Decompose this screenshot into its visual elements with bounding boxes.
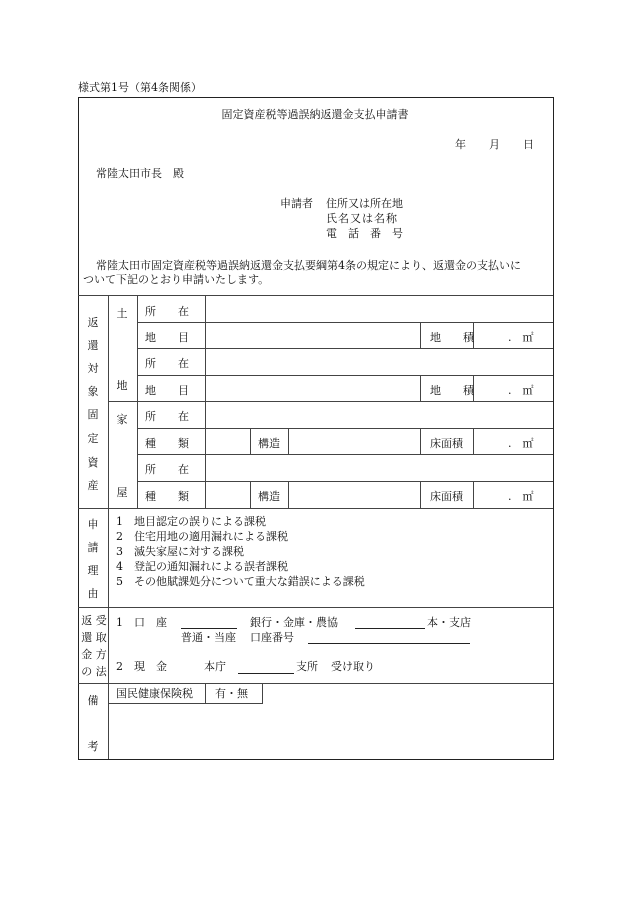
land-area-value[interactable]: . ㎡ xyxy=(508,384,534,397)
reasons-section-char: 理 xyxy=(87,564,99,577)
date-month-label: 月 xyxy=(489,138,500,151)
house-floor-area-label: 床面積 xyxy=(430,437,463,450)
assets-section-char: 資 xyxy=(87,456,99,469)
divider xyxy=(420,375,421,401)
payment-section-line: 金 方 xyxy=(81,648,107,661)
applicant-label: 申請者 xyxy=(280,197,313,210)
divider xyxy=(137,428,553,429)
remarks-section-char: 備 xyxy=(87,694,99,707)
form-number: 様式第1号（第4条関係） xyxy=(78,81,202,94)
branch-office-label: 支所 xyxy=(296,660,318,673)
house-char: 屋 xyxy=(116,486,128,499)
land-area-value[interactable]: . ㎡ xyxy=(508,331,534,344)
assets-section-char: 固 xyxy=(87,408,99,421)
divider xyxy=(108,508,109,607)
assets-section-char: 象 xyxy=(87,385,99,398)
payment-section-line: 返 受 xyxy=(81,614,107,627)
reason-item[interactable]: 1 地目認定の誤りによる課税 xyxy=(116,515,266,528)
reason-item[interactable]: 2 住宅用地の適用漏れによる課税 xyxy=(116,530,288,543)
assets-section-char: 還 xyxy=(87,339,99,352)
land-area-label: 地 積 xyxy=(430,331,474,344)
bank-name-blank[interactable] xyxy=(181,628,237,629)
applicant-phone-label: 電 話 番 号 xyxy=(326,227,403,240)
reasons-section-char: 由 xyxy=(87,587,99,600)
house-location-label: 所 在 xyxy=(145,410,189,423)
account-number-blank[interactable] xyxy=(308,643,470,644)
payment-section-line: の 法 xyxy=(81,665,107,678)
house-type-label: 種 類 xyxy=(145,437,189,450)
land-category-label: 地 目 xyxy=(145,331,189,344)
account-types-label: 普通・当座 xyxy=(181,631,236,644)
remarks-section-char: 考 xyxy=(87,740,99,753)
house-floor-area-value[interactable]: . ㎡ xyxy=(508,490,534,503)
divider xyxy=(137,375,553,376)
divider xyxy=(108,401,553,402)
applicant-name-label: 氏名又は名称 xyxy=(326,212,398,225)
nhi-tax-yes-no[interactable]: 有・無 xyxy=(215,687,248,700)
divider xyxy=(473,481,474,508)
divider xyxy=(78,607,553,608)
branch-office-blank[interactable] xyxy=(238,673,294,674)
statement-line-1: 常陸太田市固定資産税等過誤納返還金支払要綱第4条の規定により、返還金の支払いに xyxy=(96,259,521,272)
payment-section-line: 還 取 xyxy=(81,631,107,644)
house-structure-label: 構造 xyxy=(258,490,280,503)
nhi-tax-label: 国民健康保険税 xyxy=(116,687,193,700)
divider xyxy=(473,428,474,454)
divider xyxy=(420,481,421,508)
addressee: 常陸太田市長 殿 xyxy=(96,167,184,180)
receipt-label: 受け取り xyxy=(331,660,375,673)
house-type-label: 種 類 xyxy=(145,490,189,503)
divider xyxy=(288,481,289,508)
land-char: 土 xyxy=(116,307,128,320)
form-title: 固定資産税等過誤納返還金支払申請書 xyxy=(221,108,409,121)
divider xyxy=(205,683,206,703)
account-label: 1 口 座 xyxy=(116,616,167,629)
land-location-label: 所 在 xyxy=(145,305,189,318)
divider xyxy=(250,428,251,454)
branch-types-label: 本・支店 xyxy=(427,616,471,629)
branch-name-blank[interactable] xyxy=(355,628,425,629)
statement-line-2: ついて下記のとおり申請いたします。 xyxy=(83,273,270,286)
cash-label: 2 現 金 xyxy=(116,660,167,673)
divider xyxy=(78,508,553,509)
divider xyxy=(420,322,421,348)
assets-section-char: 対 xyxy=(87,362,99,375)
account-number-label: 口座番号 xyxy=(250,631,294,644)
assets-section-char: 返 xyxy=(87,316,99,329)
divider xyxy=(137,481,553,482)
house-location-label: 所 在 xyxy=(145,463,189,476)
assets-section-char: 定 xyxy=(87,432,99,445)
house-structure-label: 構造 xyxy=(258,437,280,450)
bank-types-label: 銀行・金庫・農協 xyxy=(250,616,338,629)
divider xyxy=(288,428,289,454)
reason-item[interactable]: 3 滅失家屋に対する課税 xyxy=(116,545,244,558)
date-year-label: 年 xyxy=(455,138,466,151)
house-char: 家 xyxy=(116,413,128,426)
assets-section-char: 産 xyxy=(87,479,99,492)
reason-item[interactable]: 4 登記の通知漏れによる誤者課税 xyxy=(116,560,288,573)
land-location-label: 所 在 xyxy=(145,357,189,370)
land-area-label: 地 積 xyxy=(430,384,474,397)
divider xyxy=(78,295,553,296)
main-office-label: 本庁 xyxy=(204,660,226,673)
land-char: 地 xyxy=(116,379,128,392)
reasons-section-char: 請 xyxy=(87,541,99,554)
applicant-address-label: 住所又は所在地 xyxy=(326,197,403,210)
house-floor-area-label: 床面積 xyxy=(430,490,463,503)
divider xyxy=(137,322,553,323)
divider xyxy=(420,428,421,454)
reason-item[interactable]: 5 その他賦課処分について重大な錯誤による課税 xyxy=(116,575,365,588)
divider xyxy=(137,454,553,455)
house-floor-area-value[interactable]: . ㎡ xyxy=(508,437,534,450)
divider xyxy=(250,481,251,508)
reasons-section-char: 申 xyxy=(87,518,99,531)
date-day-label: 日 xyxy=(523,138,534,151)
land-category-label: 地 目 xyxy=(145,384,189,397)
divider xyxy=(137,348,553,349)
